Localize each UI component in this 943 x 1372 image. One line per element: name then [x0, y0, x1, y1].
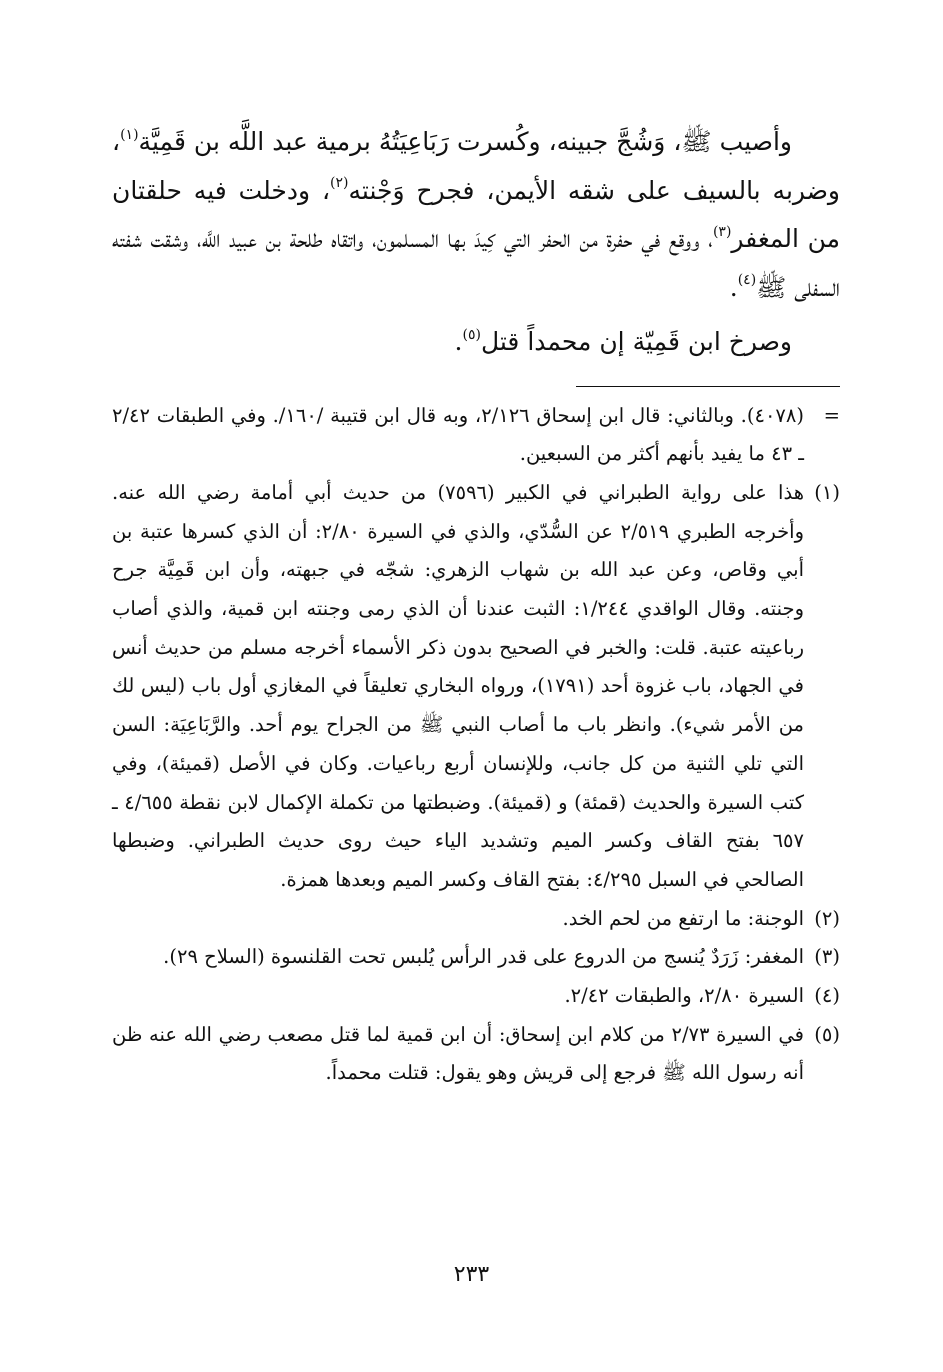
text-run: ، ودخلت فيه حلقتان من المغفر: [112, 175, 841, 253]
footnote-ref-3: (٣): [712, 223, 732, 240]
footnote-text: (٤٠٧٨). وبالثاني: قال ابن إسحاق ٢/١٢٦، وبه قال ابن قتيبة /١٦٠/. وفي الطبقات ٢/٤٢ ـ ٤٣ ما يفيد بأنهم أكثر من السبعين.: [112, 403, 804, 466]
footnote-separator: [576, 386, 840, 387]
text-run: .: [729, 272, 738, 302]
text-run: ، وضربه بالسيف على شقه الأيمن، فجرح وَجْنته: [112, 127, 840, 205]
footnote-mark: (٥): [814, 1022, 840, 1046]
footnote-mark: (٢): [814, 906, 840, 930]
text-run: .: [454, 327, 463, 356]
main-paragraph-1: [112, 118, 840, 312]
footnote-4: [112, 977, 840, 1016]
text-run: ، ووقع في حفرة من الحفر التي كِيدَ بها المسلمون، واتقاه طلحة بن عبيد اللَّه، وشقت شفته السفلى ﷺ: [112, 224, 840, 302]
page-number: ٢٣٣: [453, 1262, 490, 1287]
footnote-1: [112, 474, 840, 900]
main-paragraph-2: [112, 318, 840, 367]
footnote-continued: [112, 397, 840, 474]
footnote-text: في السيرة ٢/٧٣ من كلام ابن إسحاق: أن ابن قمية لما قتل مصعب رضي الله عنه ظن أنه رسول الله ﷺ فرجع إلى قريش وهو يقول: قتلت محمداً.: [112, 1022, 804, 1085]
footnote-ref-4: (٤): [737, 272, 757, 289]
footnote-3: [112, 938, 840, 977]
footnote-5: [112, 1016, 840, 1093]
footnote-separator-wrap: [112, 367, 840, 397]
footnote-mark: (١): [814, 480, 840, 504]
footnote-mark: =: [823, 403, 840, 427]
footnote-text: المغفر: زَرَدٌ يُنسج من الدروع على قدر الرأس يُلبس تحت القلنسوة (السلاح ٢٩).: [163, 945, 804, 969]
footnote-text: الوجنة: ما ارتفع من لحم الخد.: [562, 906, 804, 930]
text-run: وأصيب ﷺ، وَشُجَّ جبينه، وكُسرت رَبَاعِيَتُهُ برمية عبد اللَّه بن قَمِيَّة: [138, 127, 792, 156]
footnote-mark: (٤): [814, 984, 840, 1008]
footnote-2: [112, 900, 840, 939]
footnote-mark: (٣): [814, 945, 840, 969]
book-page: [112, 118, 840, 1348]
footnote-text: السيرة ٢/٨٠، والطبقات ٢/٤٢.: [564, 984, 804, 1008]
footnote-ref-2: (٢): [330, 175, 349, 192]
footnote-ref-5: (٥): [462, 326, 481, 343]
text-run: وصرخ ابن قَمِيّة إن محمداً قتل: [480, 327, 792, 356]
main-text: [112, 118, 840, 367]
footnote-ref-1: (١): [120, 126, 139, 143]
footnote-text: هذا على رواية الطبراني في الكبير (٧٥٩٦) من حديث أبي أمامة رضي الله عنه. وأخرجه الطبري ٢/٥١٩ عن السُّدّي، والذي في السيرة ٢/٨٠: أن الذي كسرها عتبة بن أبي وقاص، وعن عبد الله بن شهاب الزهري: شجّه في جبهته، وأن ابن قَمِيَّة جرح وجنته. وقال الواقدي ١/٢٤٤: الثبت عندنا أن الذي رمى وجنته ابن قمية، والذي أصاب رباعيته عتبة. قلت: والخبر في الصحيح بدون ذكر الأسماء أخرجه مسلم من حديث أنس في الجهاد، باب غزوة أحد (١٧٩١)، ورواه البخاري تعليقاً في المغازي أول باب (ليس لك من الأمر شيء). وانظر باب ما أصاب النبي ﷺ من الجراح يوم أحد. والرَّبَاعِيَة: السن التي تلي الثنية من كل جانب، وللإنسان أربع رباعيات. وكان في الأصل (قميئة)، وفي كتب السيرة والحديث (قمئة) و (قميئة). وضبطتها من تكملة الإكمال لابن نقطة ٤/٦٥٥ ـ ٦٥٧ بفتح القاف وكسر الميم وتشديد الياء حيث روى حديث الطبراني. وضبطها الصالحي في السبل ٤/٢٩٥: بفتح القاف وكسر الميم وبعدها همزة.: [112, 480, 804, 891]
footnotes: [112, 397, 840, 1094]
